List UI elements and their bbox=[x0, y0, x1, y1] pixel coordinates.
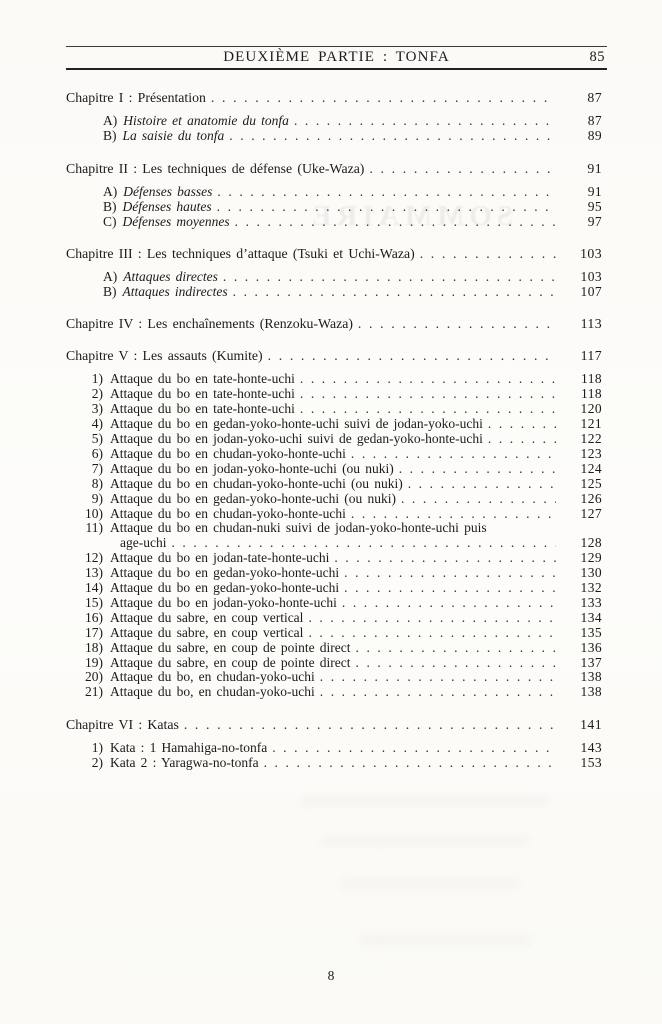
toc-entry-label: 20) bbox=[85, 669, 103, 685]
scan-bleedthrough-smudge bbox=[320, 835, 530, 846]
toc-chapter-group bbox=[66, 316, 607, 331]
toc-entry-title: Attaque du bo, en chudan-yoko-uchi bbox=[110, 669, 315, 685]
dot-leader bbox=[320, 685, 556, 700]
toc-entry bbox=[66, 581, 607, 596]
dot-leader bbox=[488, 417, 556, 432]
toc-entry bbox=[66, 477, 607, 492]
toc-entry bbox=[66, 611, 607, 626]
toc-page-number: 141 bbox=[580, 716, 602, 732]
dot-leader bbox=[184, 717, 556, 732]
dot-leader bbox=[408, 477, 556, 492]
toc-chapter-group bbox=[66, 246, 607, 300]
toc-entry bbox=[66, 200, 607, 215]
dot-leader bbox=[217, 185, 556, 200]
toc-page-number: 123 bbox=[580, 445, 602, 461]
toc-chapter-title: Chapitre VI : Katas bbox=[66, 716, 179, 732]
toc-sub-list bbox=[66, 372, 607, 700]
toc-entry-label: 11) bbox=[85, 520, 103, 536]
dot-leader bbox=[268, 348, 556, 363]
toc-sub-list bbox=[66, 741, 607, 771]
toc-entry bbox=[66, 447, 607, 462]
toc-entry-title: La saisie du tonfa bbox=[122, 128, 225, 144]
toc-chapter-group bbox=[66, 161, 607, 230]
scan-bleedthrough-smudge bbox=[360, 935, 530, 945]
toc-entry bbox=[66, 387, 607, 402]
toc-chapter-title: Chapitre III : Les techniques d’attaque (Tsuki et Uchi-Waza) bbox=[66, 245, 415, 261]
toc-entry-label: B) bbox=[103, 198, 117, 214]
toc-entry bbox=[66, 270, 607, 285]
toc-sub-list bbox=[66, 185, 607, 230]
toc-sub-list bbox=[66, 114, 607, 144]
toc-entry-title: Attaque du bo en gedan-yoko-honte-uchi bbox=[110, 580, 340, 596]
toc-page-number: 126 bbox=[580, 490, 602, 506]
toc-entry bbox=[66, 402, 607, 417]
toc-entry-title: Attaque du bo, en chudan-yoko-uchi bbox=[110, 684, 315, 700]
dot-leader bbox=[356, 641, 556, 656]
toc-page-number: 127 bbox=[580, 505, 602, 521]
toc-page-number: 118 bbox=[581, 386, 602, 402]
toc-entry-label: 17) bbox=[85, 624, 103, 640]
toc-chapter-row bbox=[66, 246, 607, 261]
toc-entry-label: 15) bbox=[85, 594, 103, 610]
toc-page-number: 136 bbox=[580, 639, 602, 655]
toc-entry-title: Attaque du bo en tate-honte-uchi bbox=[110, 371, 295, 387]
dot-leader bbox=[217, 200, 556, 215]
toc-page-number: 128 bbox=[580, 535, 602, 551]
folio-page-number: 8 bbox=[327, 968, 335, 983]
header-title: DEUXIÈME PARTIE : TONFA bbox=[223, 49, 450, 65]
toc-page-number: 120 bbox=[580, 401, 602, 417]
toc-entry-label: A) bbox=[103, 183, 118, 199]
dot-leader bbox=[351, 447, 556, 462]
toc-entry-title: Défenses moyennes bbox=[122, 213, 230, 229]
toc-page-number: 138 bbox=[580, 669, 602, 685]
toc-entry-label: 19) bbox=[85, 654, 103, 670]
toc-entry-title: Attaque du bo en gedan-yoko-honte-uchi suivi de jodan-yoko-uchi bbox=[110, 416, 483, 432]
dot-leader bbox=[300, 372, 556, 387]
toc-entry-title: Attaque du sabre, en coup vertical bbox=[110, 624, 304, 640]
toc-page-number: 137 bbox=[580, 654, 602, 670]
toc-chapter-title: Chapitre IV : Les enchaînements (Renzoku-Waza) bbox=[66, 316, 353, 332]
toc-entry-label: 7) bbox=[91, 460, 103, 476]
toc-entry-title: Défenses basses bbox=[123, 183, 213, 199]
toc-entry bbox=[66, 507, 607, 522]
toc-entry-title: Attaque du bo en gedan-yoko-honte-uchi bbox=[110, 565, 340, 581]
dot-leader bbox=[223, 270, 556, 285]
toc-entry-label: 9) bbox=[91, 490, 103, 506]
toc-page-number: 138 bbox=[580, 684, 602, 700]
toc-entry bbox=[66, 129, 607, 144]
toc-page-number: 87 bbox=[587, 113, 602, 129]
toc-entry bbox=[66, 114, 607, 129]
dot-leader bbox=[300, 387, 556, 402]
toc-entry-title: Attaque du sabre, en coup de pointe direct bbox=[110, 654, 351, 670]
toc-page-number: 89 bbox=[587, 128, 602, 144]
toc-entry-title: Attaque du bo en chudan-yoko-honte-uchi (ou nuki) bbox=[110, 475, 403, 491]
toc-page-number: 107 bbox=[580, 284, 602, 300]
toc-entry bbox=[66, 741, 607, 756]
toc-entry-label: 13) bbox=[85, 565, 103, 581]
toc-entry-title: Attaque du bo en chudan-yoko-honte-uchi bbox=[110, 445, 346, 461]
scan-bleedthrough-smudge bbox=[300, 795, 550, 807]
scan-bleedthrough-smudge bbox=[340, 878, 520, 889]
toc-entry bbox=[66, 185, 607, 200]
toc-page-number: 129 bbox=[580, 550, 602, 566]
toc-entry-label: 16) bbox=[85, 609, 103, 625]
toc-entry bbox=[66, 521, 607, 536]
toc-entry-title: Kata : 1 Hamahiga-no-tonfa bbox=[110, 740, 268, 755]
toc-entry-label: B) bbox=[103, 128, 117, 144]
toc-entry bbox=[66, 670, 607, 685]
toc-entry-label: C) bbox=[103, 213, 117, 229]
toc-entry-title: Attaque du bo en chudan-yoko-honte-uchi bbox=[110, 505, 346, 521]
header-page-number: 85 bbox=[589, 49, 605, 65]
toc-chapter-row bbox=[66, 161, 607, 176]
toc-page-number: 117 bbox=[580, 348, 602, 364]
toc-chapter-row bbox=[66, 316, 607, 331]
toc-page-number: 121 bbox=[580, 416, 602, 432]
toc-chapter-title: Chapitre I : Présentation bbox=[66, 90, 206, 105]
toc-page-number: 125 bbox=[580, 475, 602, 491]
dot-leader bbox=[351, 507, 556, 522]
header-line bbox=[66, 47, 607, 68]
toc-page-number: 122 bbox=[580, 430, 602, 446]
toc-entry bbox=[66, 641, 607, 656]
toc-page-number: 133 bbox=[580, 594, 602, 610]
dot-leader bbox=[308, 626, 556, 641]
toc-page-number: 134 bbox=[580, 609, 602, 625]
dot-leader bbox=[344, 581, 556, 596]
toc-entry-title: Attaque du bo en tate-honte-uchi bbox=[110, 386, 295, 402]
toc-entry-label: 3) bbox=[91, 401, 103, 417]
toc-entry bbox=[66, 596, 607, 611]
toc-entry-label: 5) bbox=[91, 430, 103, 446]
toc-chapter-title: Chapitre II : Les techniques de défense (Uke-Waza) bbox=[66, 160, 365, 176]
toc-entry bbox=[66, 372, 607, 387]
toc-entry-title: Attaque du sabre, en coup de pointe direct bbox=[110, 639, 351, 655]
toc-entry-title: Attaques indirectes bbox=[122, 284, 228, 300]
toc-page-number: 91 bbox=[587, 160, 602, 176]
toc-entry-label: 4) bbox=[91, 416, 103, 432]
toc-entry-title: Attaque du bo en jodan-yoko-honte-uchi bbox=[110, 594, 337, 610]
dot-leader bbox=[294, 114, 556, 129]
toc-chapter-group bbox=[66, 348, 607, 700]
dot-leader bbox=[420, 246, 556, 261]
toc-entry-title: Attaque du bo en chudan-nuki suivi de jodan-yoko-honte-uchi puis bbox=[110, 520, 487, 536]
toc-entry-label: A) bbox=[103, 269, 118, 285]
toc-entry bbox=[66, 626, 607, 641]
toc-entry-title: Attaques directes bbox=[123, 269, 218, 285]
toc-chapter-title: Chapitre V : Les assauts (Kumite) bbox=[66, 348, 263, 364]
toc-page-number: 113 bbox=[580, 316, 602, 332]
toc-entry-continuation bbox=[66, 536, 607, 551]
toc-chapter-row bbox=[66, 90, 607, 105]
dot-leader bbox=[358, 316, 556, 331]
dot-leader bbox=[399, 462, 556, 477]
dot-leader bbox=[171, 536, 556, 551]
toc-entry bbox=[66, 492, 607, 507]
toc-entry bbox=[66, 215, 607, 230]
toc-entry bbox=[66, 417, 607, 432]
dot-leader bbox=[334, 551, 556, 566]
toc-page-number: 143 bbox=[580, 740, 602, 755]
dot-leader bbox=[369, 161, 556, 176]
dot-leader bbox=[264, 756, 556, 771]
toc-entry-title-continued: age-uchi bbox=[120, 535, 167, 551]
dot-leader bbox=[344, 566, 556, 581]
toc-entry bbox=[66, 285, 607, 300]
toc-page-number: 95 bbox=[587, 198, 602, 214]
toc-entry bbox=[66, 551, 607, 566]
toc-page-number: 135 bbox=[580, 624, 602, 640]
dot-leader bbox=[342, 596, 556, 611]
toc-entry-label: 18) bbox=[85, 639, 103, 655]
toc-entry-title: Défenses hautes bbox=[122, 198, 212, 214]
toc-page-number: 118 bbox=[581, 371, 602, 387]
toc-entry-label: 2) bbox=[91, 386, 103, 402]
toc-entry bbox=[66, 566, 607, 581]
dot-leader bbox=[233, 285, 556, 300]
toc-entry-label: 2) bbox=[91, 754, 103, 770]
toc-entry-title: Histoire et anatomie du tonfa bbox=[123, 113, 289, 129]
toc-entry-title: Attaque du bo en jodan-yoko-uchi suivi de gedan-yoko-honte-uchi bbox=[110, 430, 483, 446]
toc-entry-label: 6) bbox=[91, 445, 103, 461]
toc-page-number: 103 bbox=[580, 245, 602, 261]
toc-sub-list bbox=[66, 270, 607, 300]
toc-page-number: 124 bbox=[580, 460, 602, 476]
running-head bbox=[66, 46, 607, 70]
dot-leader bbox=[211, 90, 556, 105]
dot-leader bbox=[229, 129, 556, 144]
toc-entry-label: B) bbox=[103, 284, 117, 300]
toc-entry-title: Attaque du bo en jodan-tate-honte-uchi bbox=[110, 550, 330, 566]
toc-entry-title: Kata 2 : Yaragwa-no-tonfa bbox=[110, 754, 259, 770]
toc-entry bbox=[66, 432, 607, 447]
toc-entry-label: 12) bbox=[85, 550, 103, 566]
toc-page-number: 91 bbox=[587, 183, 602, 199]
toc-entry-title: Attaque du sabre, en coup vertical bbox=[110, 609, 304, 625]
toc-chapter-row bbox=[66, 348, 607, 363]
dot-leader bbox=[300, 402, 556, 417]
toc-entry bbox=[66, 462, 607, 477]
toc-entry bbox=[66, 656, 607, 671]
toc-entry-title: Attaque du bo en gedan-yoko-honte-uchi (ou nuki) bbox=[110, 490, 396, 506]
toc-chapter-row bbox=[66, 717, 607, 732]
toc-page-number: 103 bbox=[580, 269, 602, 285]
dot-leader bbox=[272, 741, 556, 756]
toc-entry-label: 21) bbox=[85, 684, 103, 700]
toc-entry bbox=[66, 756, 607, 771]
toc-entry-label: 1) bbox=[91, 371, 103, 387]
toc-entry-label: 8) bbox=[91, 475, 103, 491]
toc-page-number: 132 bbox=[580, 580, 602, 596]
toc-entry bbox=[66, 685, 607, 700]
toc-chapter-group bbox=[66, 90, 607, 144]
dot-leader bbox=[320, 670, 556, 685]
dot-leader bbox=[356, 656, 556, 671]
toc bbox=[66, 69, 607, 771]
toc-page-number: 153 bbox=[580, 754, 602, 770]
toc-chapter-group bbox=[66, 717, 607, 771]
toc-entry-label: 14) bbox=[85, 580, 103, 596]
bleedthrough-text: SOMMAIRE bbox=[307, 200, 513, 232]
dot-leader bbox=[235, 215, 556, 230]
dot-leader bbox=[401, 492, 556, 507]
dot-leader bbox=[488, 432, 556, 447]
dot-leader bbox=[308, 611, 556, 626]
toc-entry-label: 1) bbox=[91, 740, 103, 755]
toc-entry-title: Attaque du bo en jodan-yoko-honte-uchi (ou nuki) bbox=[110, 460, 394, 476]
toc-page-number: 97 bbox=[587, 213, 602, 229]
toc-entry-label: 10) bbox=[85, 505, 103, 521]
toc-entry-label: A) bbox=[103, 113, 118, 129]
toc-entry-title: Attaque du bo en tate-honte-uchi bbox=[110, 401, 295, 417]
toc-page-number: 87 bbox=[587, 90, 602, 105]
toc-page-number: 130 bbox=[580, 565, 602, 581]
